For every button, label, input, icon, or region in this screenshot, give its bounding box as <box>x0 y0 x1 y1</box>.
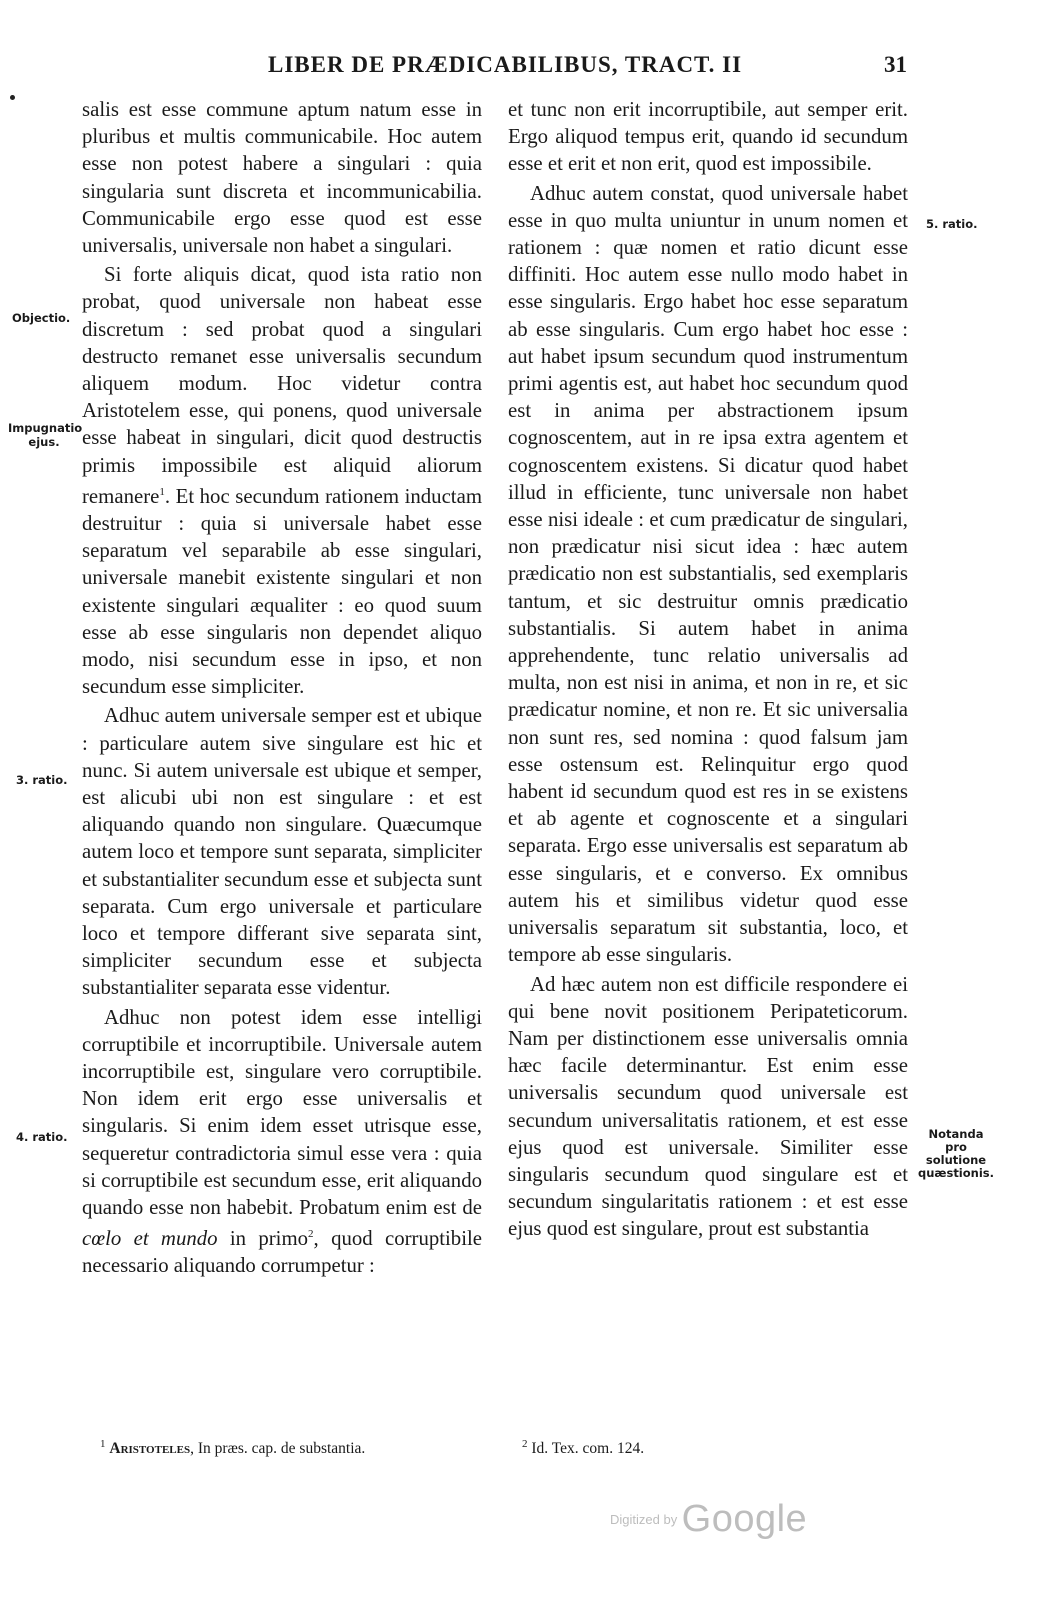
left-paragraph-4-part-c: , quod corruptibile necessario aliquando corrumpetur : <box>82 1227 482 1278</box>
footnote-mark-2: 2 <box>522 1438 528 1450</box>
right-column <box>508 96 908 1245</box>
margin-note-ratio-3: 3. ratio. <box>16 773 68 787</box>
left-paragraph-1: salis est esse commune aptum natum esse in pluribus et multis communicabile. Hoc autem esse non potest habere a singulari : quia singularia sunt discreta et incommunicabilia. Communicabile ergo esse quod est esse universalis, universale non habet a singulari. <box>82 98 482 258</box>
watermark-brand-logo: Google <box>681 1498 808 1540</box>
footnote-left-text: , In præs. cap. de substantia. <box>190 1440 366 1458</box>
digitized-watermark <box>610 1498 807 1541</box>
margin-note-ratio-5: 5. ratio. <box>926 217 978 231</box>
margin-dot <box>10 95 15 100</box>
left-paragraph-4 <box>82 1004 482 1280</box>
left-paragraph-4-part-a: Adhuc non potest idem esse intelligi corruptibile et incorruptibile. Universale autem incorruptibile est, singulare vero corruptibile. Non idem erit ergo esse universalis et singularis. Si enim idem esset utrisque esse, sequeretur contradictoria simul esse vera : quia si corruptibile est secundum esse, erit aliquando quando esse non habebit. Probatum enim est de <box>82 1005 482 1220</box>
right-paragraph-3: Ad hæc autem non est difficile respondere ei qui bene novit positionem Peripateticorum. Nam per distinctionem esse universalis omnia hæc facile determinantur. Est enim esse universalis secundum quod universale est secundum universalitatis rationem, et est esse ejus quod est universale. Similiter esse singularis secundum quod singulare est et secundum singularitatis rationem : et est esse ejus quod est singulare, prout est substantia <box>508 972 908 1241</box>
margin-note-impugnatio: Impugnatio ejus. <box>8 421 83 449</box>
page-number: 31 <box>884 52 907 77</box>
footnote-left <box>100 1438 365 1458</box>
book-title-italic: cœlo et mundo <box>82 1227 218 1251</box>
margin-note-objectio: Objectio. <box>12 311 71 325</box>
running-title: LIBER DE PRÆDICABILIBUS, TRACT. II <box>268 52 743 77</box>
left-paragraph-3: Adhuc autem universale semper est et ubique : particulare autem sive singulare est hic et nunc. Si autem universale est ubique et semper, est alicubi ubi non est singulare : et est aliquando quando non singulare. Quæcumque autem loco et tempore sunt separata, simpliciter et substantialiter secundum esse et subjecta sunt separata. Cum ergo universale et particulare loco et tempore differant sive separata sint, simpliciter secundum esse et subjecta substantialiter separata esse videntur. <box>82 704 482 1000</box>
footnote-ref-1: 1 <box>159 485 165 498</box>
left-paragraph-4-part-b: in primo <box>217 1227 309 1251</box>
left-paragraph-2-part-a: Si forte aliquis dicat, quod ista ratio non probat, quod universale non habeat esse discretum : sed probat quod a singulari destructo remanet esse universalis secundum aliquem modum. Hoc videtur contra Aristotelem esse, qui ponens, quod universale esse habeat in singulari, dicit quod destructis primis impossibile est aliquid aliorum remanere <box>82 263 482 508</box>
right-paragraph-2: Adhuc autem constat, quod universale habet esse in quo multa uniuntur in unum nomen et rationem : quæ nomen et ratio dicunt esse diffiniti. Hoc autem esse nullo modo habet in esse singularis. Ergo habet hoc esse separatum ab esse singularis. Cum ergo habet hoc esse : aut habet ipsum secundum quod instrumentum primi agentis est, aut habet hoc secundum quod est in anima per abstractionem ipsum cognoscentem, aut in re ipsa extra agentem et cognoscentem existens. Si dicatur quod habet illud in efficiente, tunc universale non habet esse nisi ideale : et cum prædicatur de singulari, non prædicatur nisi sicut idea : hæc autem prædicatio non est substantialis, sed exemplaris tantum, et sic destruitur omnis prædicatio substantialis. Si autem habet in anima apprehendente, tunc relatio universalis ad multa, non est nisi in anima, et non in re, et sic prædicatur nomine, et non re. Et sic universalia non sunt res, sed nomina : quod falsum jam esse ostensum est. Relinquitur ergo quod habent id secundum quod est res in se existens et ab agente et cognoscente et a singulari separata. Ergo esse universalis est separatum ab esse singularis, et e converso. Ex omnibus autem his et similibus videtur quod esse universalis separatum sit substantia, loco, et tempore ab esse singularis. <box>508 181 908 967</box>
footnote-right <box>522 1438 644 1458</box>
margin-note-notanda: Notanda pro solutione quæstionis. <box>918 1127 994 1180</box>
footnote-mark-1: 1 <box>100 1438 106 1450</box>
watermark-prefix: Digitized by <box>610 1512 678 1527</box>
left-paragraph-2-part-b: . Et hoc secundum rationem inductam destruitur : quia si universale habet esse separatum vel separabile ab esse singulari, universale manebit existente singulari et non existente singulari æqualiter : eo quod suum esse ab esse singularis non dependet aliquo modo, nisi secundum esse in ipso, et non secundum esse simpliciter. <box>82 484 482 699</box>
left-column <box>82 96 482 1282</box>
page-header <box>0 52 1058 86</box>
footnote-right-text: Id. Tex. com. 124. <box>531 1440 645 1458</box>
left-paragraph-2 <box>82 261 482 700</box>
margin-note-ratio-4: 4. ratio. <box>16 1130 68 1144</box>
right-paragraph-1: et tunc non erit incorruptibile, aut semper erit. Ergo aliquod tempus erit, quando id secundum esse et erit et non erit, quod est impossibile. <box>508 98 908 176</box>
footnote-ref-2: 2 <box>308 1228 314 1241</box>
footnote-author: Aristoteles <box>109 1440 191 1458</box>
